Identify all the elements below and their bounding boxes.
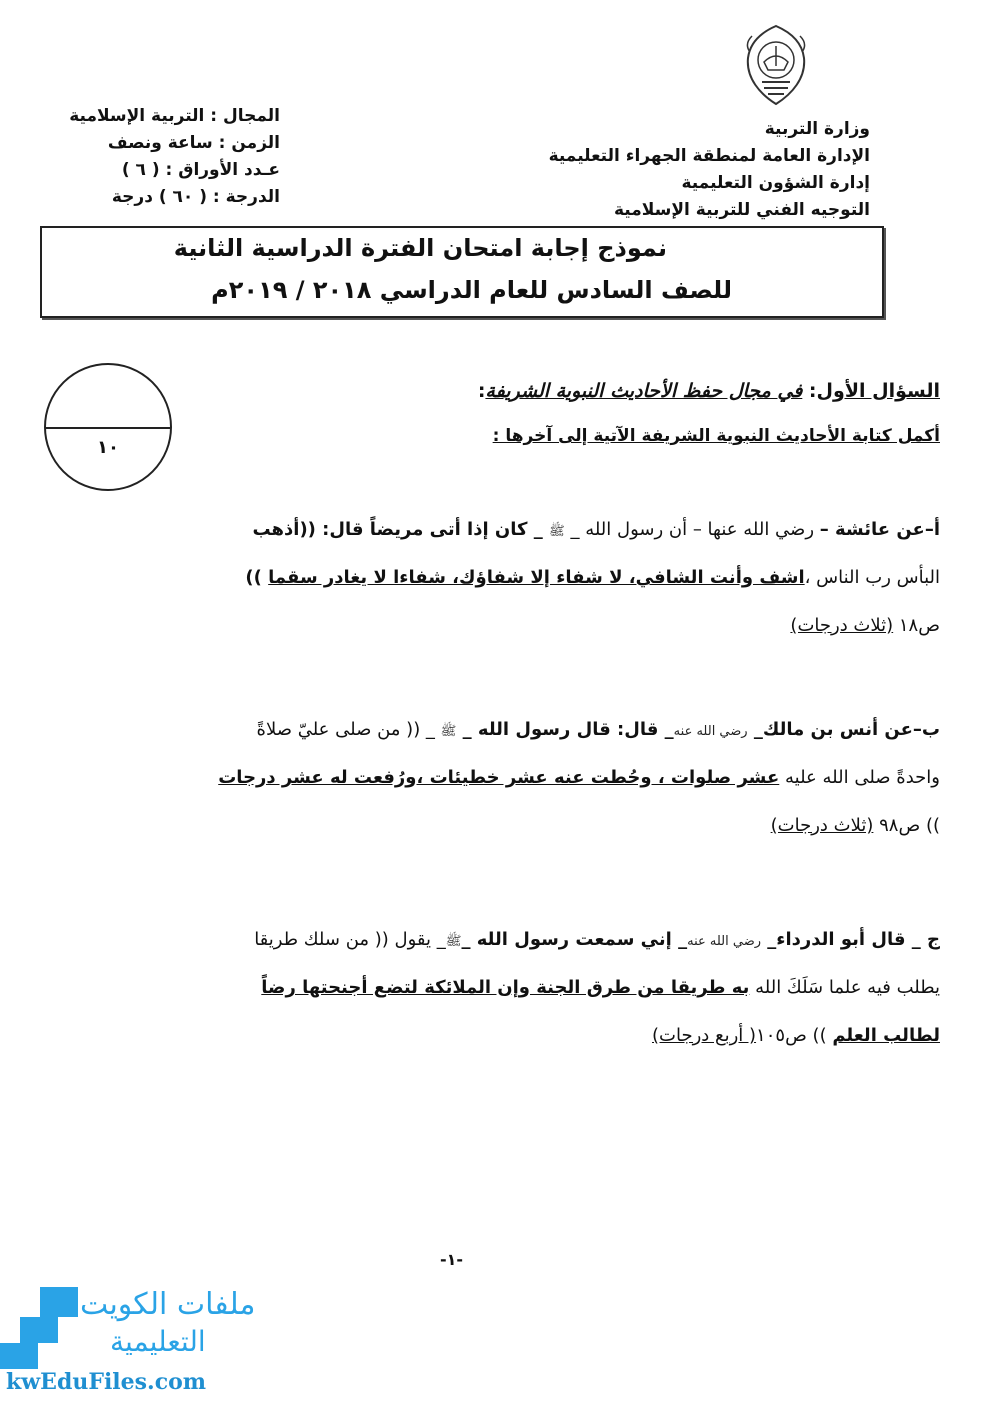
salawat-glyph: ﷺ <box>549 524 565 539</box>
hadith-line <box>90 1012 940 1060</box>
answer-text: اشف وأنت الشافي، لا شفاء إلا شفاؤك، شفاءا لا يغادر سقما <box>268 567 805 588</box>
text: _ يقول (( من سلك طريقا <box>254 929 446 950</box>
text: _ (( من صلى عليّ صلاةً <box>256 719 441 740</box>
watermark-url: kwEduFiles.com <box>6 1369 207 1395</box>
text: _ إني سمعت رسول الله _ <box>461 929 688 950</box>
salawat-glyph: ﷺ <box>440 724 457 739</box>
grade-note: (ثلاث درجات) <box>770 815 874 836</box>
text: _ قال: قال رسول الله _ <box>456 719 674 740</box>
radiallah-glyph: رضي الله عنه <box>687 934 762 949</box>
text: البأس رب الناس ، <box>804 567 940 588</box>
salawat-glyph: ﷺ <box>445 934 462 949</box>
hadith-b <box>90 706 940 850</box>
score-circle <box>44 363 172 491</box>
text: واحدةً صلى الله عليه <box>779 767 940 788</box>
watermark-arabic-1: ملفات الكويت <box>80 1287 256 1322</box>
title-box <box>40 226 884 318</box>
answer-text: به طريقا من طرق الجنة وإن الملائكة لتضع أجنحتها رضاً <box>261 977 750 998</box>
ministry-header <box>549 116 870 224</box>
hadith-line <box>90 916 940 964</box>
text: _ كان إذا أتى مريضاً قال: ((أذهب <box>252 519 550 540</box>
text: رضي الله عنها – أن رسول الله _ <box>564 519 820 540</box>
title-line-1: نموذج إجابة امتحان الفترة الدراسية الثانية <box>173 234 667 262</box>
question-heading: السؤال الأول: في مجال حفظ الأحاديث النبوية الشريفة: <box>477 380 940 402</box>
kuwait-emblem-icon <box>742 22 810 108</box>
meta-line: الدرجة : ( ٦٠ ) درجة <box>111 187 280 207</box>
ministry-line: التوجيه الفني للتربية الإسلامية <box>613 200 870 220</box>
grade-note: (ثلاث درجات) <box>790 615 894 636</box>
hadith-line <box>90 506 940 554</box>
grade-note: ( أربع درجات) <box>652 1025 757 1046</box>
hadith-a <box>90 506 940 650</box>
question-label: السؤال الأول <box>816 380 940 402</box>
hadith-c <box>90 916 940 1060</box>
hadith-line <box>90 554 940 602</box>
answer-text: لطالب العلم <box>832 1025 940 1046</box>
ministry-line: الإدارة العامة لمنطقة الجهراء التعليمية <box>548 146 870 166</box>
text: أ–عن عائشة – <box>819 519 940 540</box>
question-title: في مجال حفظ الأحاديث النبوية الشريفة <box>485 380 803 402</box>
text: ب–عن أنس بن مالك_ <box>747 719 940 740</box>
score-value: ١٠ <box>97 437 119 458</box>
page-number: -١- <box>440 1250 464 1269</box>
meta-line: الزمن : ساعة ونصف <box>107 133 280 153</box>
watermark-logo-icon <box>0 1283 90 1373</box>
text: ج _ قال أبو الدرداء_ <box>761 929 940 950</box>
hadith-line <box>90 754 940 802</box>
hadith-line <box>90 602 940 650</box>
page-ref: ص١٨ <box>893 615 940 636</box>
text: )) <box>245 567 269 588</box>
exam-meta <box>60 103 280 211</box>
meta-line: المجال : التربية الإسلامية <box>69 106 280 126</box>
radiallah-glyph: رضي الله عنه <box>673 724 748 739</box>
watermark <box>0 1283 260 1403</box>
question-instruction: أكمل كتابة الأحاديث النبوية الشريفة الآتية إلى آخرها : <box>492 426 940 446</box>
score-divider <box>46 427 170 429</box>
ministry-line: إدارة الشؤون التعليمية <box>681 173 870 193</box>
text: يطلب فيه علما سَلَكَ الله <box>749 977 940 998</box>
ministry-line: وزارة التربية <box>764 119 870 139</box>
answer-text: عشر صلوات ، وحُطت عنه عشر خطيئات ،ورُفعت له عشر درجات <box>218 767 780 788</box>
hadith-line <box>90 706 940 754</box>
meta-line: عـدد الأوراق : ( ٦ ) <box>121 160 280 180</box>
hadith-line <box>90 802 940 850</box>
hadith-line <box>90 964 940 1012</box>
page-ref: )) ص٩٨ <box>873 815 940 836</box>
watermark-arabic-2: التعليمية <box>110 1325 206 1358</box>
page-ref: )) ص١٠٥ <box>756 1025 833 1046</box>
title-line-2: للصف السادس للعام الدراسي ٢٠١٨ / ٢٠١٩م <box>211 276 732 304</box>
